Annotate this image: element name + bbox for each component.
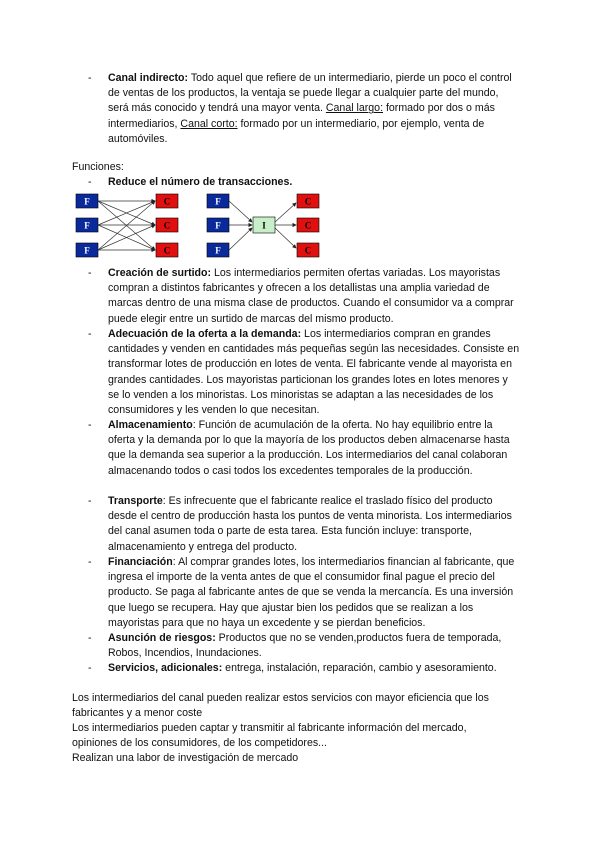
- direct-connections: [98, 201, 155, 250]
- left-f-boxes: [76, 194, 98, 257]
- closing-paragraph: Los intermediarios del canal pueden realizar estos servicios con mayor eficiencia que los fabricantes y a menor coste: [72, 692, 489, 720]
- right-f-boxes: [207, 194, 229, 257]
- canal-indirecto-text: Todo aquel que refiere de un intermediario, pierde un poco el control de ventas de los productos, la ventaja se puede llegar a cualquier parte del mundo, será más conocido y tendrá una mayor venta.: [108, 72, 512, 115]
- list-item-financiacion: Financiación: Al comprar grandes lotes, los intermediarios financian al fabricante, que ingresa el importe de la venta antes de que el consumidor final pague el precio del producto. Se paga al fabricante antes de que se venda la mercancía. Es una inversión que luego se recupera. Hay que ajustar bien los pedidos que se realizan a los mayoristas para que no haya un excedente y se pierdan beneficios.: [108, 556, 515, 629]
- right-c-boxes: [297, 194, 319, 257]
- funciones-heading: Funciones:: [72, 161, 124, 173]
- bullet-dash: -: [88, 419, 92, 431]
- canal-corto-label: Canal corto:: [180, 117, 238, 130]
- closing-paragraph: Realizan una labor de investigación de mercado: [72, 752, 299, 764]
- reduce-title: Reduce el número de transacciones.: [108, 176, 293, 188]
- canal-largo-label: Canal largo:: [325, 102, 384, 115]
- canal-indirecto-item: [108, 71, 520, 147]
- canal-largo-text: formado por dos o más intermediarios,: [108, 102, 495, 130]
- bullet-dash: -: [88, 328, 92, 340]
- list-item-almacenamiento: Almacenamiento: Función de acumulación de la oferta. No hay equilibrio entre la oferta y la demanda por lo que la mayoría de los productos deben almacenarse hasta que la demanda sea superior a la producción. Los intermediarios del canal colaboran almacenando todos o casi todos los excedentes temporales de la producción.: [108, 419, 510, 477]
- list-item-adecuacion: Adecuación de la oferta a la demanda: Los intermediarios compran en grandes cantidades y venden en cantidades más pequeñas según las necesidades. Consiste en transformar lotes de producción en lotes de venta. El fabricante vende al mayorista en grandes cantidades. Los mayoristas particionan los grandes lotes en lotes menores y se lo venden a los minoristas. Los minoristas se adaptan a las necesidades de los consumidores y les venden lo que necesitan.: [108, 328, 520, 417]
- right-f-label: F: [215, 220, 221, 231]
- transactions-diagram: [72, 190, 332, 262]
- right-f-label: F: [215, 196, 221, 207]
- canal-corto-text: formado por un intermediario, por ejemplo, venta de automóviles.: [108, 117, 485, 145]
- list-item-transporte: Transporte: Es infrecuente que el fabricante realice el traslado físico del producto desde el centro de producción hasta los puntos de venta minorista. Los intermediarios del canal asumen toda o parte de esta tarea. Esta función incluye: transporte, almacenamiento y entrega del producto.: [108, 495, 512, 553]
- bullet-dash: -: [88, 662, 92, 674]
- bullet-dash: -: [88, 556, 92, 568]
- bullet-dash: -: [88, 72, 92, 84]
- left-f-label: F: [84, 245, 90, 256]
- intermediary-box: [253, 217, 275, 233]
- left-c-boxes: [156, 194, 178, 257]
- bullet-dash: -: [88, 176, 92, 188]
- right-f-label: F: [215, 245, 221, 256]
- intermediary-label: I: [262, 220, 266, 231]
- closing-paragraph: Los intermediarios pueden captar y transmitir al fabricante información del mercado, opiniones de los consumidores, de los competidores...: [72, 722, 467, 750]
- left-c-label: C: [163, 245, 171, 256]
- list-item-servicios: Servicios, adicionales: entrega, instalación, reparación, cambio y asesoramiento.: [108, 662, 497, 674]
- left-c-label: C: [163, 196, 171, 207]
- left-f-label: F: [84, 196, 90, 207]
- left-f-label: F: [84, 220, 90, 231]
- bullet-dash: -: [88, 632, 92, 644]
- right-c-label: C: [304, 245, 312, 256]
- bullet-dash: -: [88, 495, 92, 507]
- bullet-dash: -: [88, 267, 92, 279]
- list-item-creacion: Creación de surtido: Los intermediarios permiten ofertas variadas. Los mayoristas compran a distintos fabricantes y ofrecen a los detallistas una amplia variedad de marcas dentro de una misma clase de productos. Cuando el consumidor va a comprar puede elegir entre un surtido de marcas del mismo producto.: [108, 267, 514, 325]
- right-c-label: C: [304, 220, 312, 231]
- left-c-label: C: [163, 220, 171, 231]
- list-item-asuncion: Asunción de riesgos: Productos que no se venden,productos fuera de temporada, Robos, Incendios, Inundaciones.: [108, 632, 502, 660]
- right-c-label: C: [304, 196, 312, 207]
- canal-indirecto-title: Canal indirecto:: [108, 72, 189, 84]
